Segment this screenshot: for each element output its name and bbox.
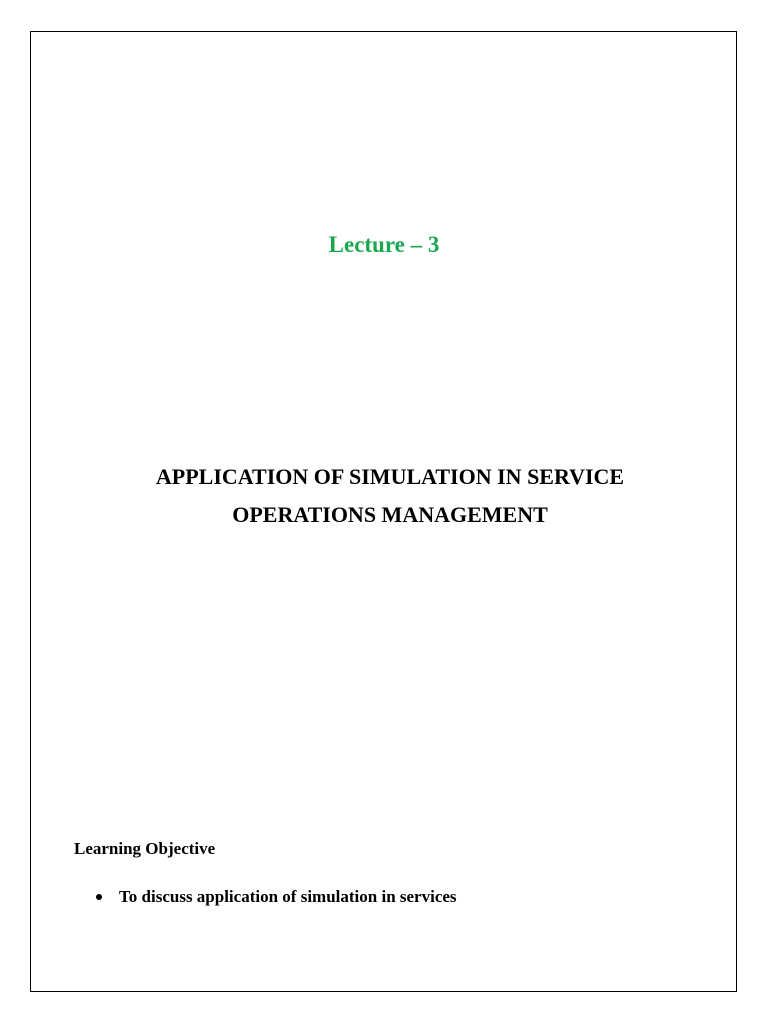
document-title-line-2: OPERATIONS MANAGEMENT [232, 502, 548, 527]
list-item [74, 886, 457, 908]
list-item-text: To discuss application of simulation in services [119, 887, 457, 906]
document-title [40, 458, 740, 534]
document-title-line-1: APPLICATION OF SIMULATION IN SERVICE [155, 464, 625, 489]
learning-objective-heading: Learning Objective [74, 839, 216, 858]
lecture-title: Lecture – 3 [328, 232, 440, 257]
bullet-icon [96, 894, 102, 900]
learning-objective-list [74, 886, 457, 908]
